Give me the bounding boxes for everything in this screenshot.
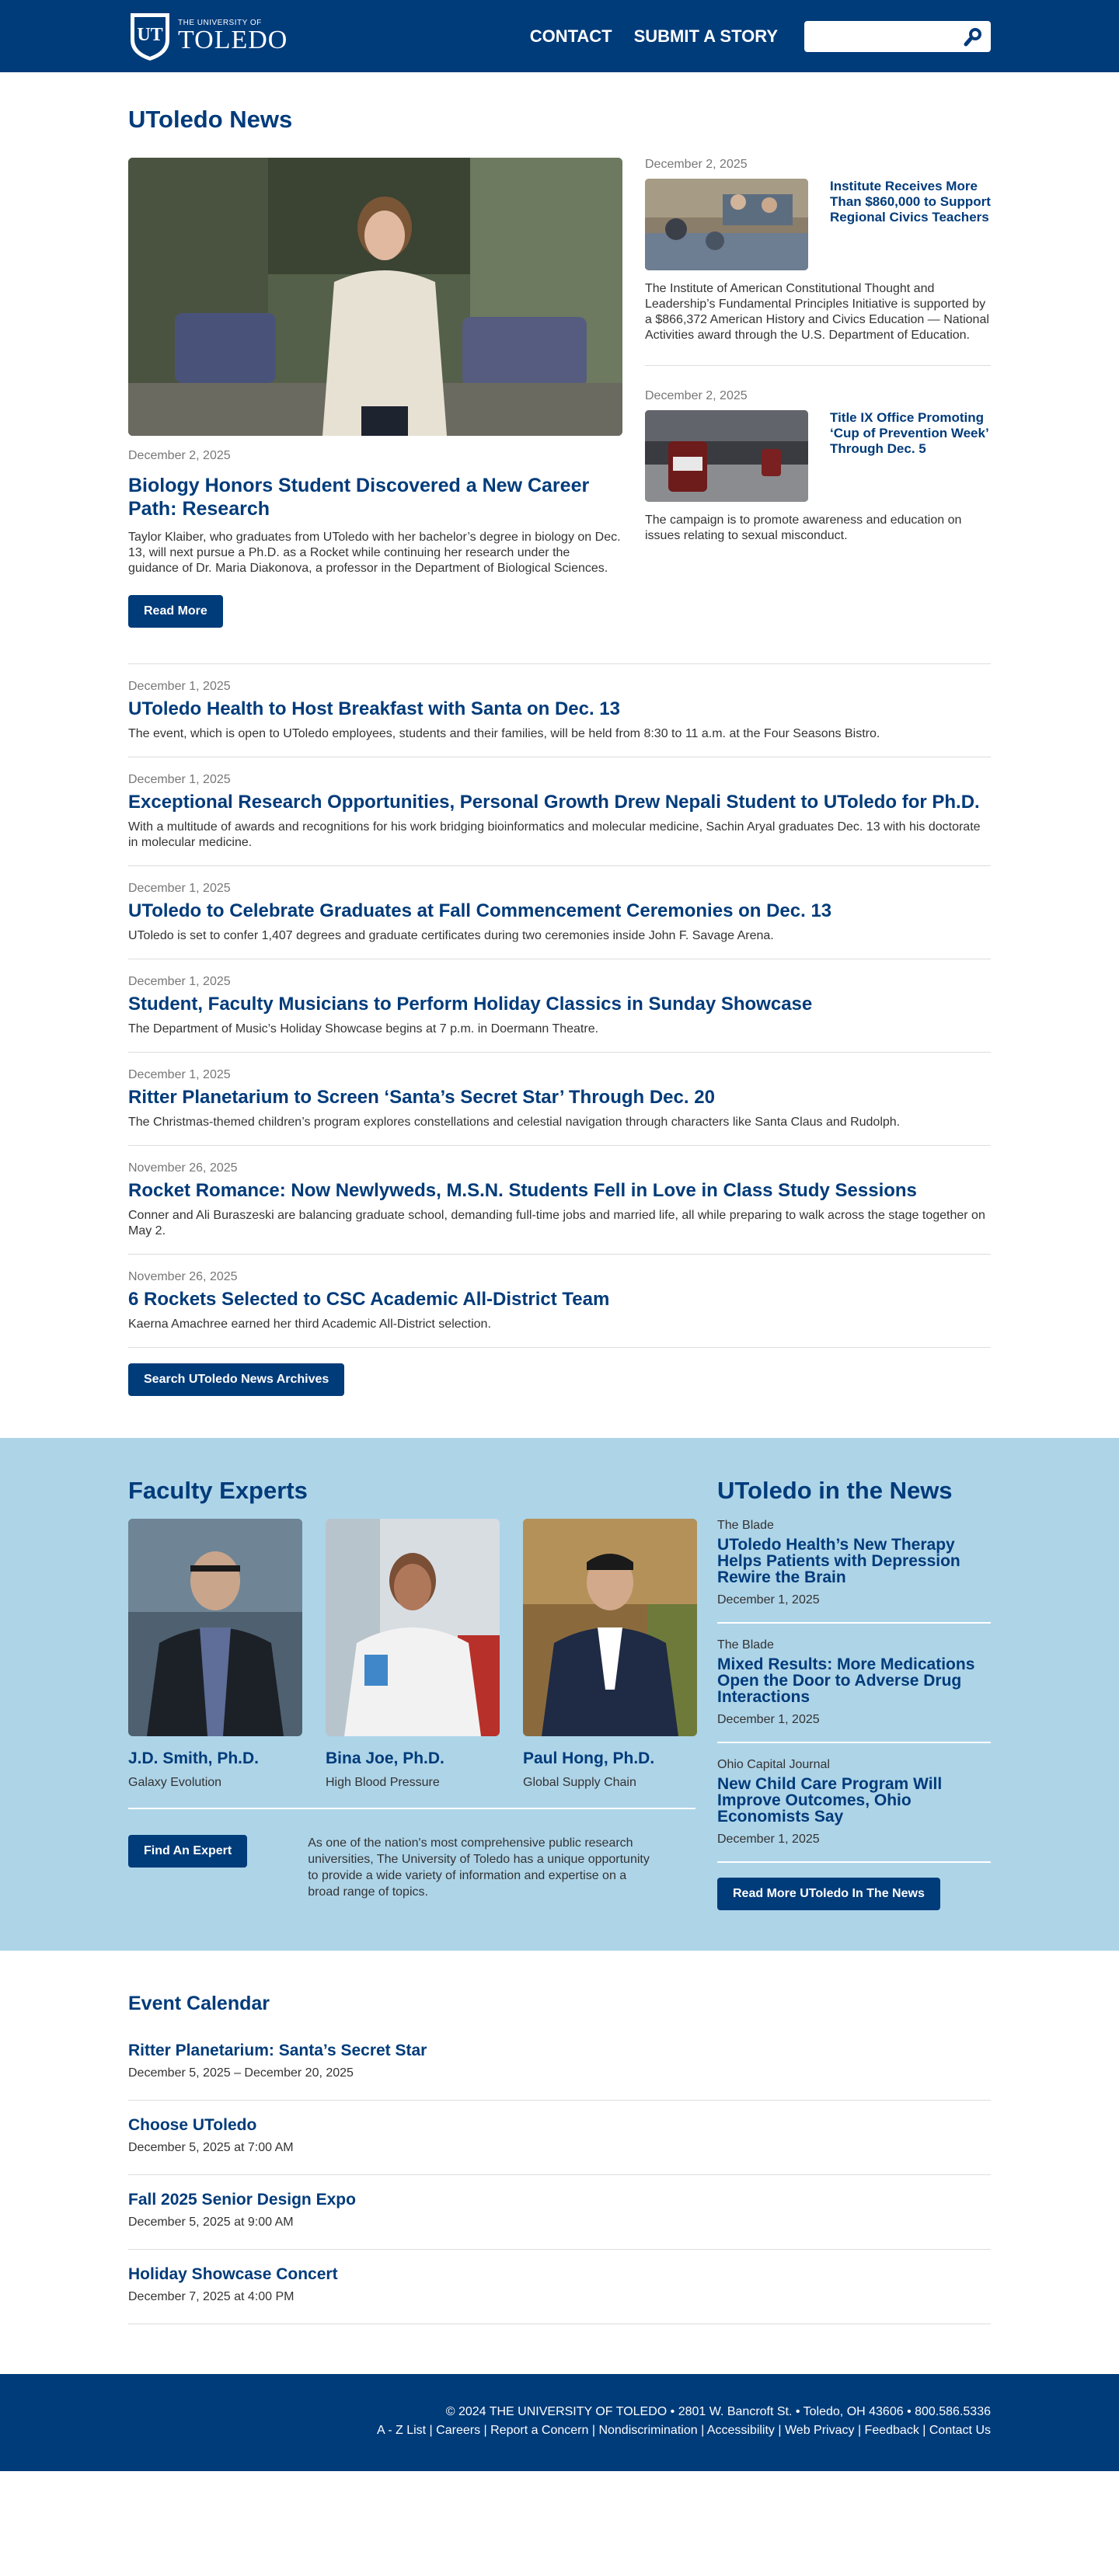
- faculty-experts: [128, 1477, 695, 1910]
- event-item: [128, 2250, 991, 2324]
- list-item-title[interactable]: 6 Rockets Selected to CSC Academic All-District Team: [128, 1289, 610, 1310]
- footer-link-nondiscrimination[interactable]: Nondiscrimination: [598, 2424, 698, 2437]
- in-news-source: The Blade: [717, 1638, 774, 1652]
- expert-card[interactable]: [128, 1519, 302, 1790]
- side-story-date: December 2, 2025: [645, 158, 748, 171]
- utoledo-in-the-news: [717, 1477, 991, 1910]
- event-date: December 5, 2025 at 7:00 AM: [128, 2141, 294, 2154]
- side-stories: [645, 158, 991, 628]
- expert-card[interactable]: [523, 1519, 697, 1790]
- footer-address: © 2024 THE UNIVERSITY OF TOLEDO • 2801 W. Bancroft St. • Toledo, OH 43606 • 800.586.5336: [445, 2405, 991, 2418]
- side-story-summary: The campaign is to promote awareness and education on issues relating to sexual misconduct.: [645, 513, 962, 542]
- list-item-title[interactable]: UToledo to Celebrate Graduates at Fall Commencement Ceremonies on Dec. 13: [128, 900, 832, 921]
- featured-story-photo[interactable]: [128, 158, 622, 436]
- in-news-heading: UToledo in the News: [717, 1477, 953, 1504]
- list-item: [128, 663, 991, 757]
- nav-contact-link[interactable]: CONTACT: [529, 26, 612, 46]
- list-item-date: November 26, 2025: [128, 1270, 238, 1283]
- search-input[interactable]: [804, 21, 991, 52]
- footer-link-accessibility[interactable]: Accessibility: [706, 2424, 775, 2437]
- event-item: [128, 2101, 991, 2175]
- event-title[interactable]: Holiday Showcase Concert: [128, 2265, 338, 2283]
- expert-name[interactable]: J.D. Smith, Ph.D.: [128, 1749, 260, 1767]
- in-news-date: December 1, 2025: [717, 1833, 820, 1846]
- event-date: December 5, 2025 at 9:00 AM: [128, 2216, 294, 2229]
- list-item-summary: With a multitude of awards and recognitions for his work bridging bioinformatics and molecular medicine, Sachin Aryal graduates Dec. 13 with his doctorate in molecular medicine.: [128, 820, 981, 849]
- in-news-title[interactable]: Mixed Results: More Medications Open the Door to Adverse Drug Interactions: [717, 1655, 975, 1706]
- list-item-summary: The Christmas-themed children’s program explores constellations and celestial navigation through characters like Santa Claus and Rudolph.: [128, 1116, 901, 1129]
- list-item-summary: The event, which is open to UToledo employees, students and their families, will be held from 8:30 to 11 a.m. at the Four Seasons Bistro.: [128, 727, 880, 740]
- logo-small-text: THE UNIVERSITY OF: [178, 18, 262, 27]
- list-item-date: December 1, 2025: [128, 773, 231, 786]
- news-section: [0, 72, 1119, 1438]
- experts-blurb: As one of the nation's most comprehensive public research universities, The University of Toledo has a unique opportunity to provide a wide variety of information and expertise on a broad range of topics.: [308, 1836, 650, 1899]
- experts-band: [0, 1438, 1119, 1951]
- event-calendar: [0, 1951, 1119, 2374]
- event-date: December 7, 2025 at 4:00 PM: [128, 2290, 295, 2303]
- footer-link-feedback[interactable]: Feedback: [864, 2424, 919, 2437]
- side-story: [645, 389, 991, 566]
- in-news-source: Ohio Capital Journal: [717, 1758, 830, 1771]
- list-item-date: December 1, 2025: [128, 975, 231, 988]
- side-story-summary: The Institute of American Constitutional Thought and Leadership’s Fundamental Principles Initiative is supported by a $866,372 American History and Civics Education — National Activities award through the U.S. Department of Education.: [645, 282, 989, 342]
- expert-photo[interactable]: [326, 1519, 500, 1736]
- expert-topic: Global Supply Chain: [523, 1776, 636, 1789]
- side-story-photo[interactable]: [645, 410, 808, 502]
- list-item-summary: Kaerna Amachree earned her third Academic All-District selection.: [128, 1318, 491, 1331]
- list-item: [128, 1052, 991, 1145]
- search-archives-button[interactable]: Search UToledo News Archives: [128, 1363, 344, 1396]
- expert-name[interactable]: Paul Hong, Ph.D.: [523, 1749, 655, 1767]
- expert-photo[interactable]: [523, 1519, 697, 1736]
- site-footer: [0, 2374, 1119, 2471]
- list-item-title[interactable]: UToledo Health to Host Breakfast with Santa on Dec. 13: [128, 698, 620, 719]
- list-item-summary: UToledo is set to confer 1,407 degrees and graduate certificates during two ceremonies inside John F. Savage Arena.: [128, 929, 774, 942]
- event-item: [128, 2175, 991, 2250]
- event-title[interactable]: Fall 2025 Senior Design Expo: [128, 2191, 356, 2209]
- expert-name[interactable]: Bina Joe, Ph.D.: [326, 1749, 444, 1767]
- expert-topic: High Blood Pressure: [326, 1776, 440, 1789]
- side-story: [645, 158, 991, 366]
- list-item-title[interactable]: Student, Faculty Musicians to Perform Holiday Classics in Sunday Showcase: [128, 994, 813, 1015]
- featured-story-summary: Taylor Klaiber, who graduates from UToledo with her bachelor’s degree in biology on Dec. 13, will next pursue a Ph.D. as a Rocket while continuing her research under the guidance of Dr. Maria Diakonova, a professor in the Department of Biological Sciences.: [128, 531, 621, 575]
- find-expert-button[interactable]: Find An Expert: [128, 1835, 247, 1868]
- in-news-item: [717, 1758, 991, 1863]
- footer-link-report-concern[interactable]: Report a Concern: [490, 2424, 589, 2437]
- in-news-source: The Blade: [717, 1519, 774, 1532]
- event-title[interactable]: Choose UToledo: [128, 2116, 257, 2134]
- event-date: December 5, 2025 – December 20, 2025: [128, 2066, 354, 2080]
- footer-link-web-privacy[interactable]: Web Privacy: [784, 2424, 855, 2437]
- shield-logo-icon: [128, 11, 172, 62]
- list-item-summary: The Department of Music’s Holiday Showcase begins at 7 p.m. in Doermann Theatre.: [128, 1022, 599, 1036]
- list-item-date: December 1, 2025: [128, 1068, 231, 1081]
- event-title[interactable]: Ritter Planetarium: Santa’s Secret Star: [128, 2042, 427, 2059]
- list-item-date: December 1, 2025: [128, 882, 231, 895]
- list-item-date: November 26, 2025: [128, 1161, 238, 1175]
- list-item-summary: Conner and Ali Buraszeski are balancing graduate school, demanding full-time jobs and married life, all while preparing to walk across the stage together on May 2.: [128, 1209, 985, 1238]
- expert-card[interactable]: [326, 1519, 500, 1790]
- expert-topic: Galaxy Evolution: [128, 1776, 222, 1789]
- in-news-title[interactable]: New Child Care Program Will Improve Outcomes, Ohio Economists Say: [717, 1775, 943, 1826]
- event-calendar-heading: Event Calendar: [128, 1993, 270, 2014]
- logo-big-text: TOLEDO: [178, 25, 288, 54]
- footer-links: A - Z List | Careers | Report a Concern | Nondiscrimination | Accessibility | Web Privacy | Feedback | Contact Us: [376, 2424, 991, 2437]
- news-heading: UToledo News: [128, 106, 293, 133]
- list-item: [128, 865, 991, 959]
- featured-story-title[interactable]: Biology Honors Student Discovered a New Career Path: Research: [128, 475, 590, 520]
- svg-text:UT: UT: [137, 24, 163, 45]
- list-item: [128, 959, 991, 1052]
- read-more-button[interactable]: Read More: [128, 595, 223, 628]
- read-more-in-news-button[interactable]: Read More UToledo In The News: [717, 1878, 940, 1910]
- side-story-title[interactable]: Title IX Office Promoting ‘Cup of Prevention Week’ Through Dec. 5: [830, 410, 988, 456]
- list-item: [128, 1145, 991, 1254]
- main-nav: [530, 21, 991, 52]
- list-item-title[interactable]: Ritter Planetarium to Screen ‘Santa’s Secret Star’ Through Dec. 20: [128, 1087, 715, 1108]
- footer-link-a-z[interactable]: A - Z List: [376, 2424, 427, 2437]
- side-story-date: December 2, 2025: [645, 389, 748, 402]
- in-news-date: December 1, 2025: [717, 1713, 820, 1726]
- featured-story: [128, 158, 622, 628]
- list-item: [128, 1254, 991, 1347]
- list-item-title[interactable]: Rocket Romance: Now Newlyweds, M.S.N. Students Fell in Love in Class Study Sessions: [128, 1180, 917, 1201]
- in-news-date: December 1, 2025: [717, 1593, 820, 1607]
- nav-submit-story-link[interactable]: SUBMIT A STORY: [633, 26, 778, 46]
- event-item: [128, 2026, 991, 2101]
- in-news-title[interactable]: UToledo Health’s New Therapy Helps Patients with Depression Rewire the Brain: [717, 1536, 960, 1586]
- side-story-title[interactable]: Institute Receives More Than $860,000 to Support Regional Civics Teachers: [830, 179, 991, 225]
- search-icon[interactable]: [963, 26, 985, 47]
- footer-link-careers[interactable]: Careers: [436, 2424, 481, 2437]
- news-list: [128, 663, 991, 1438]
- footer-link-contact[interactable]: Contact Us: [929, 2424, 991, 2437]
- in-news-item: [717, 1638, 991, 1743]
- expert-photo[interactable]: [128, 1519, 302, 1736]
- site-header: [0, 0, 1119, 72]
- in-news-item: [717, 1519, 991, 1624]
- list-item: [128, 757, 991, 865]
- faculty-experts-heading: Faculty Experts: [128, 1477, 308, 1504]
- side-story-photo[interactable]: [645, 179, 808, 270]
- list-item-date: December 1, 2025: [128, 680, 231, 693]
- university-logo[interactable]: [128, 11, 288, 62]
- featured-story-date: December 2, 2025: [128, 449, 231, 462]
- list-item-title[interactable]: Exceptional Research Opportunities, Personal Growth Drew Nepali Student to UToledo for Ph.D.: [128, 792, 980, 813]
